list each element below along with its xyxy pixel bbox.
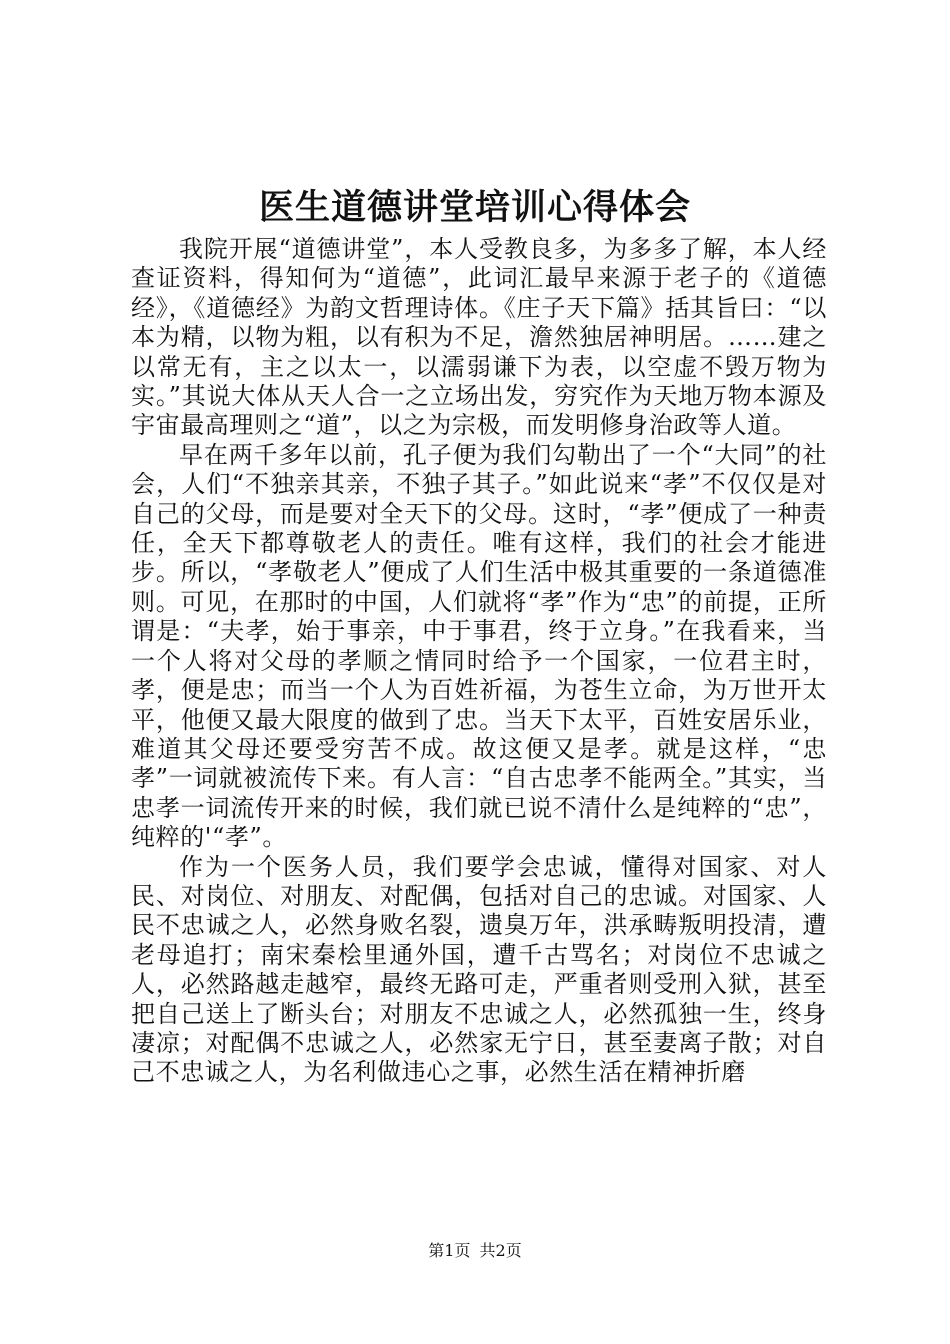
page-total: 共2页 — [479, 1241, 522, 1260]
paragraph-1: 我院开展“道德讲堂”，本人受教良多，为多多了解，本人经查证资料，得知何为“道德”，此词汇最早来源于老子的《道德经》，《道德经》为韵文哲理诗体。《庄子天下篇》括其旨曰：“以本为精，以物为粗，以有积为不足，澹然独居神明居。……建之以常无有，主之以太一，以濡弱谦下为表，以空虚不毁万物为实。”其说大体从天人合一之立场出发，穷究作为天地万物本源及宇宙最高理则之“道”，以之为宗极，而发明修身治政等人道。 — [131, 235, 827, 440]
paragraph-3: 作为一个医务人员，我们要学会忠诚，懂得对国家、对人民、对岗位、对朋友、对配偶，包括对自己的忠诚。对国家、人民不忠诚之人，必然身败名裂，遗臭万年，洪承畴叛明投清，遭老母追打；南宋秦桧里通外国，遭千古骂名；对岗位不忠诚之人，必然路越走越窄，最终无路可走，严重者则受刑入狱，甚至把自己送上了断头台；对朋友不忠诚之人，必然孤独一生，终身凄凉；对配偶不忠诚之人，必然家无宁日，甚至妻离子散；对自己不忠诚之人，为名利做违心之事，必然生活在精神折磨 — [131, 852, 827, 1087]
document-title: 医生道德讲堂培训心得体会 — [258, 187, 691, 228]
document-body — [131, 235, 827, 1088]
paragraph-2: 早在两千多年以前，孔子便为我们勾勒出了一个“大同”的社会，人们“不独亲其亲，不独子其子。”如此说来“孝”不仅仅是对自己的父母，而是要对全天下的父母。这时，“孝”便成了一种责任，全天下都尊敬老人的责任。唯有这样，我们的社会才能进步。所以，“孝敬老人”便成了人们生活中极其重要的一条道德准则。可见，在那时的中国，人们就将“孝”作为“忠”的前提，正所谓是：“夫孝，始于事亲，中于事君，终于立身。”在我看来，当一个人将对父母的孝顺之情同时给予一个国家，一位君主时，孝，便是忠；而当一个人为百姓祈福，为苍生立命，为万世开太平，他便又最大限度的做到了忠。当天下太平，百姓安居乐业，难道其父母还要受穷苦不成。故这便又是孝。就是这样，“忠孝”一词就被流传下来。有人言：“自古忠孝不能两全。”其实，当忠孝一词流传开来的时候，我们就已说不清什么是纯粹的“忠”，纯粹的'“孝”。 — [131, 440, 827, 852]
page-number: 第1页 — [428, 1241, 471, 1260]
page-footer — [0, 1240, 950, 1262]
